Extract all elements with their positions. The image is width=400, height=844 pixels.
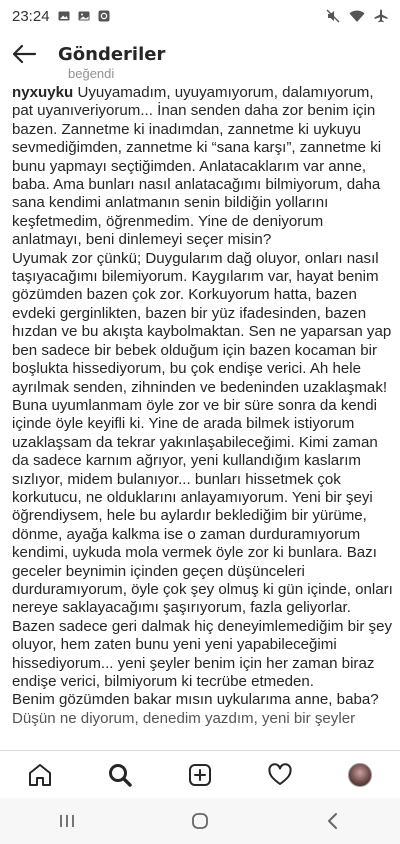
caption-text-1: Uyuyamadım, uyuyamıyorum, dalamıyorum, pat uyanıveriyorum... İnan senden daha zor benim için bazen. Zannetme ki inadımdan, zannetme ki uykuyu sevmediğimden, zannetme ki “sana karşı”, zannetme ki bunu yapmayı seçtiğimden. Anlatacaklarım var anne, baba. Ama bunları nasıl anlatacağımı bilmiyorum, daha sana kendimi anlatmanın senin bildiğin yollarını keşfetmedim, öğrenmedim. Yine de deniyorum anlatmayı, beni dinlemeyi seçer misin? bbox=[12, 84, 382, 249]
home-circle-icon bbox=[190, 811, 210, 831]
likes-line-partial: beğendi bbox=[68, 68, 115, 81]
nav-activity[interactable] bbox=[256, 751, 304, 799]
status-bar bbox=[0, 0, 400, 32]
caption-paragraph-3: Benim gözümden bakar mısın uykularıma anne, baba? bbox=[12, 691, 379, 709]
caption-cut-off-line: Düşün ne diyorum, denedim yazdım, yeni bir şeyler bbox=[12, 709, 356, 727]
recent-apps-button[interactable] bbox=[37, 798, 97, 844]
search-icon bbox=[107, 762, 133, 788]
status-left bbox=[12, 8, 110, 25]
recent-apps-icon bbox=[58, 813, 76, 829]
home-system-button[interactable] bbox=[170, 798, 230, 844]
status-right bbox=[326, 9, 388, 23]
arrow-left-icon bbox=[11, 44, 37, 64]
status-time: 23:24 bbox=[12, 7, 50, 25]
gallery-icon bbox=[78, 10, 90, 22]
page-title: Gönderiler bbox=[58, 43, 166, 65]
profile-avatar bbox=[348, 763, 372, 787]
new-post-icon bbox=[187, 762, 213, 788]
image-icon bbox=[58, 10, 70, 22]
nav-new-post[interactable] bbox=[176, 751, 224, 799]
nav-home[interactable] bbox=[16, 751, 64, 799]
activity-heart-icon bbox=[267, 762, 293, 788]
back-system-button[interactable] bbox=[303, 798, 363, 844]
mute-icon bbox=[326, 9, 340, 23]
post-username[interactable]: nyxuyku bbox=[12, 84, 74, 101]
nav-search[interactable] bbox=[96, 751, 144, 799]
post-content[interactable] bbox=[0, 68, 400, 750]
back-chevron-icon bbox=[325, 812, 341, 830]
caption-paragraph-1 bbox=[12, 84, 394, 250]
system-navigation bbox=[0, 798, 400, 844]
home-icon bbox=[27, 762, 53, 788]
app-notification-icon bbox=[98, 10, 110, 22]
bottom-navigation bbox=[0, 750, 400, 799]
airplane-icon bbox=[374, 9, 388, 23]
caption-paragraph-2: Uyumak zor çünkü; Duygularım dağ oluyor, onları nasıl taşıyacağımı bilemiyorum. Kaygılarım var, hayat benim gözümden bazen çok zor. Korkuyorum hatta, bazen evdeki gerginlikten, bazen bir yüz ifadesinden, bazen hızdan ve bu akışta kaybolmaktan. Sen ne yaparsan yap ben sadece bir bebek olduğum için bazen kocaman bir boşlukta hissediyorum, bu çok endişe verici. Ah hele ayrılmak senden, zihninden ve bedeninden uzaklaşmak! Buna uyumlanmam öyle zor ve bir süre sonra da kendi içinde öyle keyifli ki. Yine de arada bilmek istiyorum uzaklaşsam da tekrar yakınlaşabileceğimi. Kimi zaman da sadece karnım ağrıyor, yeni kullandığım kaslarım sızlıyor, midem bulanıyor... bunları hissetmek çok korkutucu, ne olduklarını anlayamıyorum. Yeni bir şeyi öğrendiysem, hele bu aylardır beklediğim bir yürüme, dönme, ayağa kalkma ise o zaman durduramıyorum kendimi, uykuda mola vermek öyle zor ki bunlara. Bazı geceler beynimin içinden geçen düşünceleri durduramıyorum, öyle çok şey olmuş ki gün içinde, onları nereye saklayacağımı şaşırıyorum, fazla geliyorlar. Bazen sadece geri dalmak hiç deneyimlemediğim bir şey oluyor, hem zaten bunu yeni yeni yapabileceğimi hissediyorum... yeni şeyler benim için her zaman biraz endişe verici, bilmiyorum ki tecrübe etmeden. bbox=[12, 249, 393, 690]
post-caption bbox=[12, 84, 394, 728]
wifi-icon bbox=[349, 9, 365, 23]
nav-profile[interactable] bbox=[336, 751, 384, 799]
